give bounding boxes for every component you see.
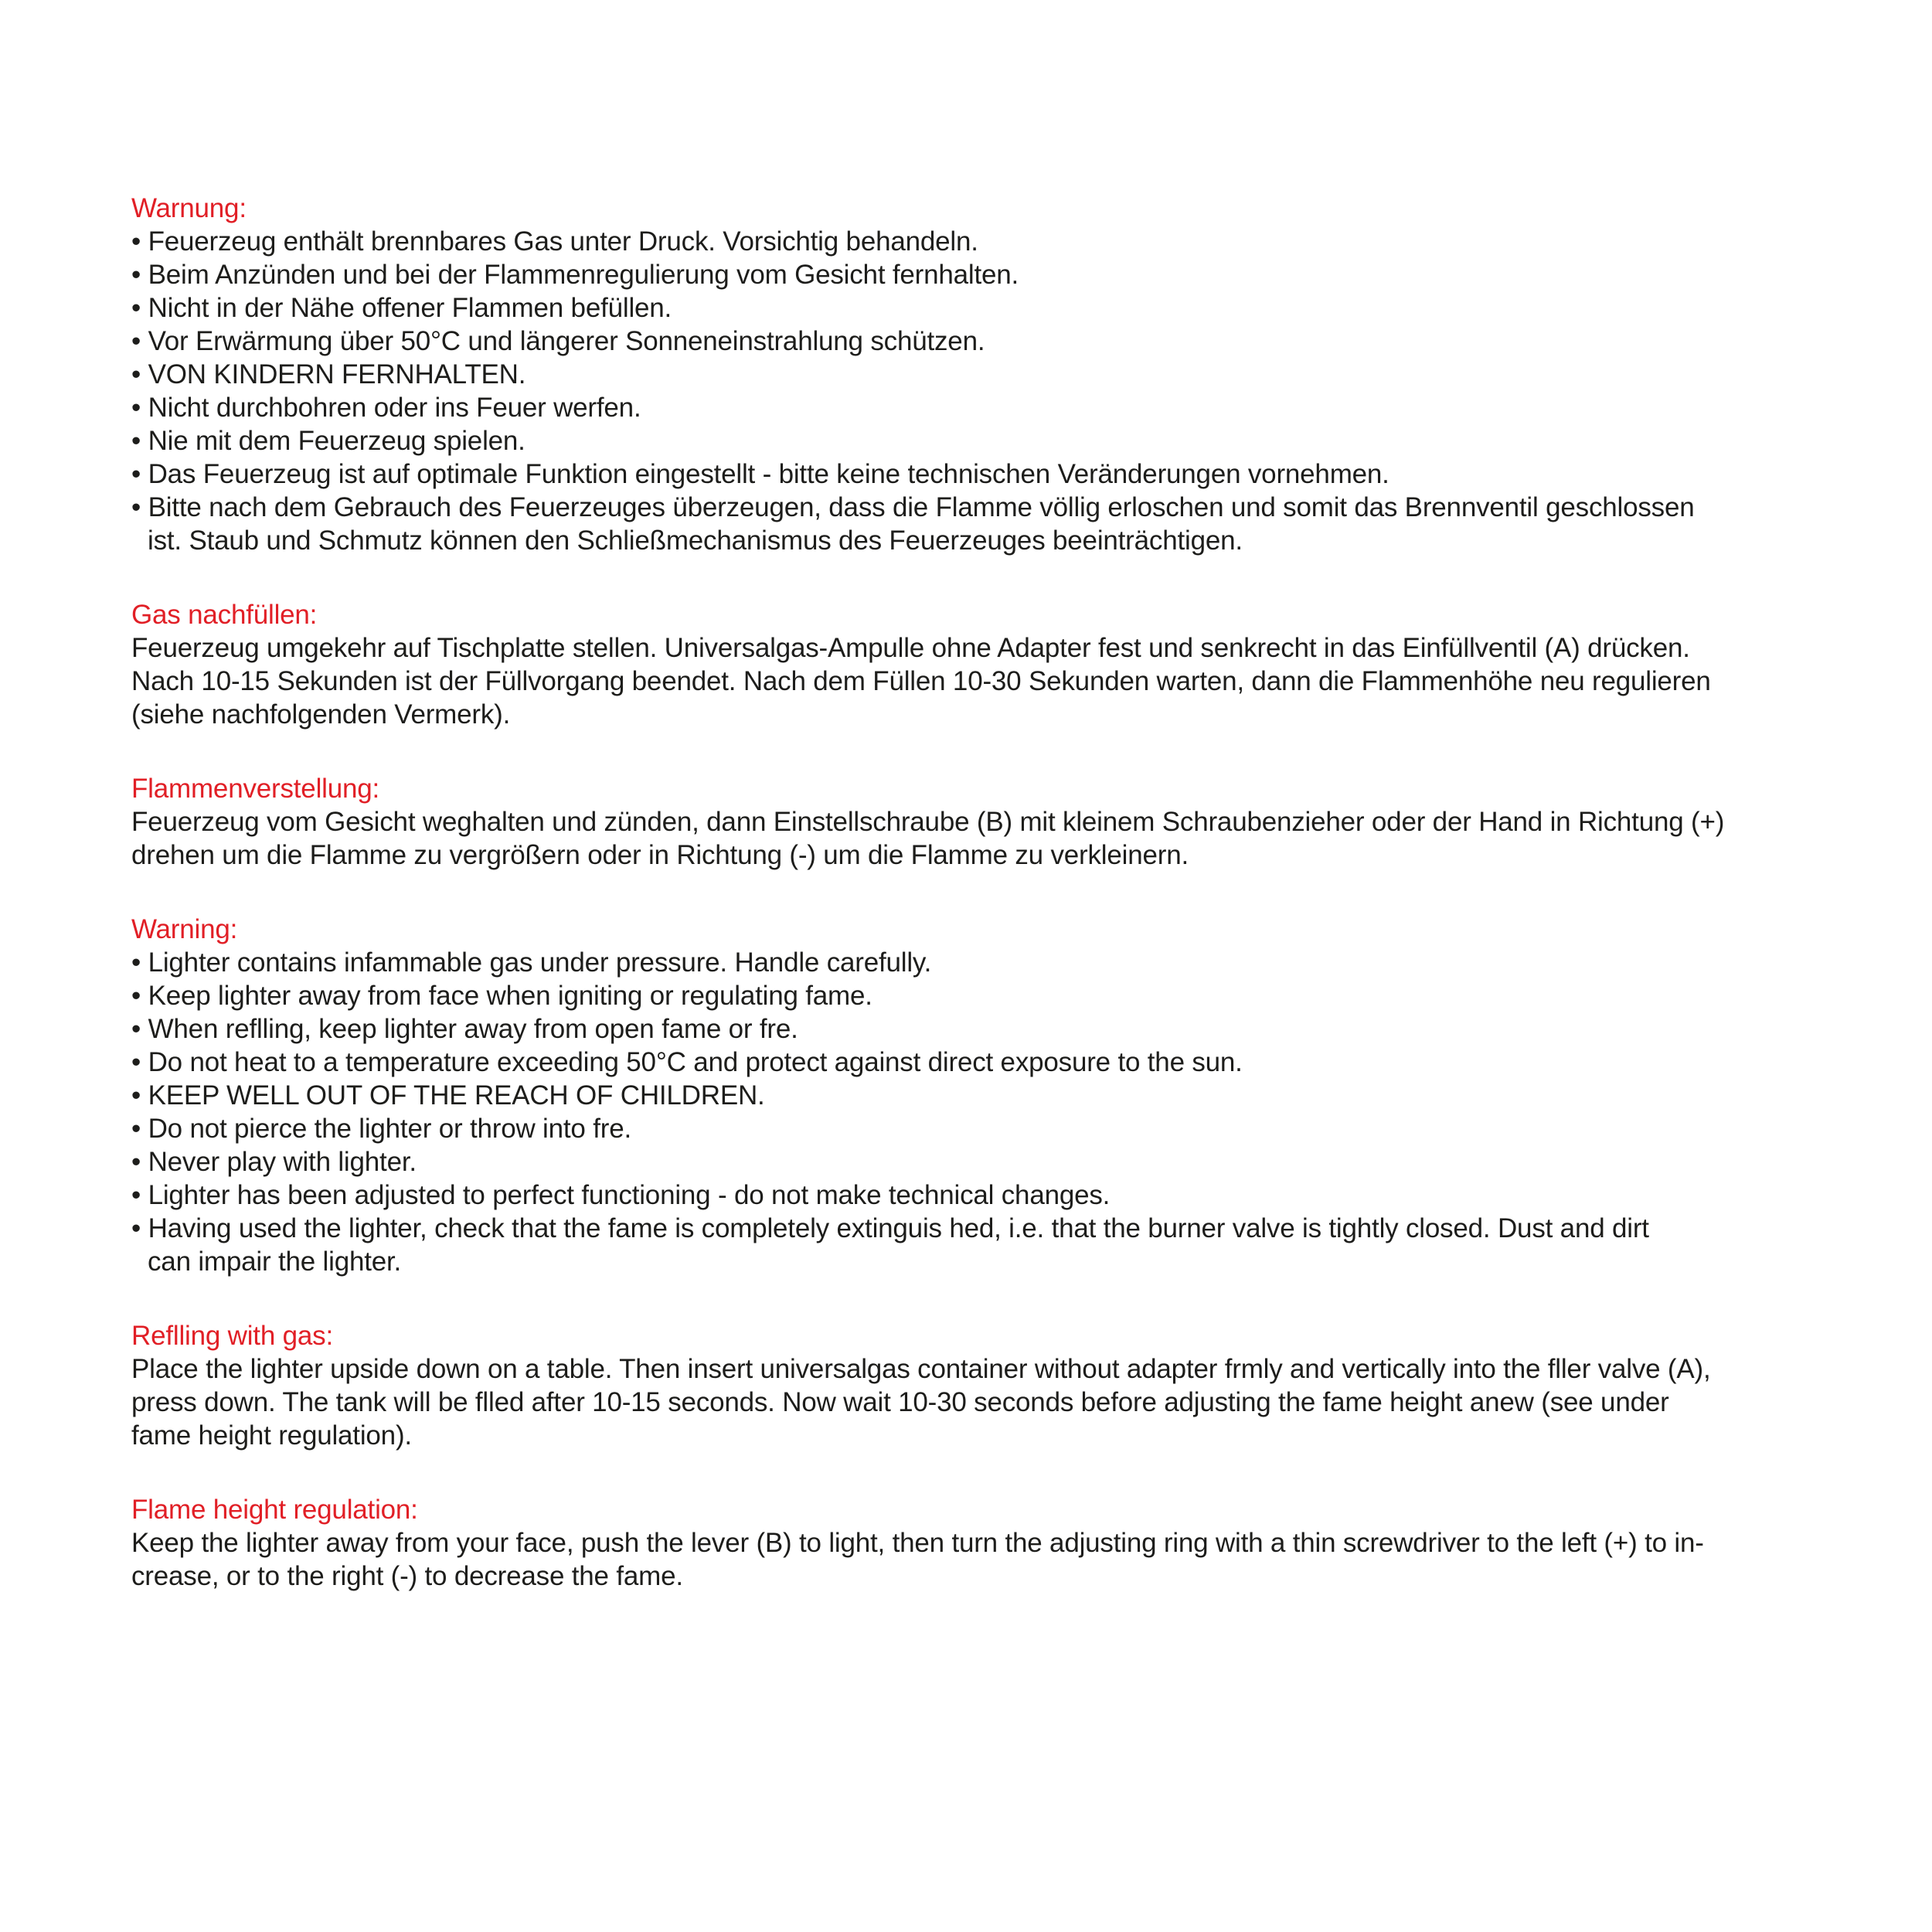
bullet-line: • Feuerzeug enthält brennbares Gas unter Druck. Vorsichtig behandeln. [131, 226, 978, 257]
section-body-refilling-with-gas [131, 1352, 1839, 1452]
bullet-line: • Bitte nach dem Gebrauch des Feuerzeuges überzeugen, dass die Flamme völlig erloschen und somit das Brennventil geschlossen [131, 492, 1695, 522]
text-line: Place the lighter upside down on a table. Then insert universalgas container without adapter frmly and vertically into the fller valve (A), [131, 1354, 1711, 1384]
text-line: fame height regulation). [131, 1420, 412, 1451]
section-warnung-de [131, 192, 1839, 557]
bullet-line: • KEEP WELL OUT OF THE REACH OF CHILDREN. [131, 1080, 765, 1111]
text-line: Keep the lighter away from your face, push the lever (B) to light, then turn the adjusting ring with a thin screwdriver to the left (+) to in- [131, 1528, 1704, 1558]
section-heading-flame-height-regulation: Flame height regulation: [131, 1495, 418, 1525]
text-line: Nach 10-15 Sekunden ist der Füllvorgang beendet. Nach dem Füllen 10-30 Sekunden warten, dann die Flammenhöhe neu regulieren [131, 666, 1711, 696]
section-heading-refilling-with-gas: Reflling with gas: [131, 1321, 333, 1351]
section-body-flammenverstellung [131, 805, 1839, 872]
text-line: press down. The tank will be flled after 10-15 seconds. Now wait 10-30 seconds before adjusting the fame height anew (see under [131, 1387, 1669, 1417]
bullet-line: • Lighter has been adjusted to perfect functioning - do not make technical changes. [131, 1180, 1111, 1210]
bullet-line: • Vor Erwärmung über 50°C und längerer Sonneneinstrahlung schützen. [131, 326, 985, 356]
text-line: Feuerzeug umgekehr auf Tischplatte stellen. Universalgas-Ampulle ohne Adapter fest und senkrecht in das Einfüllventil (A) drücken. [131, 633, 1690, 663]
section-body-flame-height-regulation [131, 1526, 1839, 1593]
section-gas-nachfuellen [131, 598, 1839, 731]
section-flame-height-regulation [131, 1493, 1839, 1593]
bullet-line: • Lighter contains infammable gas under pressure. Handle carefully. [131, 947, 932, 978]
text-line: (siehe nachfolgenden Vermerk). [131, 699, 511, 730]
bullet-line: • Having used the lighter, check that the fame is completely extinguis hed, i.e. that the burner valve is tightly closed. Dust and dirt [131, 1213, 1649, 1243]
section-body-gas-nachfuellen [131, 631, 1839, 731]
section-body-warning-en [131, 946, 1839, 1278]
bullet-line: • Do not pierce the lighter or throw into fre. [131, 1114, 631, 1144]
text-line: can impair the lighter. [148, 1247, 402, 1277]
section-heading-warnung-de: Warnung: [131, 193, 247, 223]
text-line: crease, or to the right (-) to decrease the fame. [131, 1561, 683, 1591]
bullet-line: • Beim Anzünden und bei der Flammenregulierung vom Gesicht fernhalten. [131, 260, 1019, 290]
instruction-text [131, 192, 1839, 1593]
bullet-line: • Nicht durchbohren oder ins Feuer werfen. [131, 393, 641, 423]
section-heading-flammenverstellung: Flammenverstellung: [131, 774, 380, 804]
section-heading-gas-nachfuellen: Gas nachfüllen: [131, 600, 318, 630]
section-refilling-with-gas [131, 1319, 1839, 1452]
section-body-warnung-de [131, 225, 1839, 557]
bullet-line: • When reflling, keep lighter away from open fame or fre. [131, 1014, 798, 1044]
bullet-line: • Never play with lighter. [131, 1147, 417, 1177]
bullet-line: • Nicht in der Nähe offener Flammen befüllen. [131, 293, 672, 323]
bullet-line: • Do not heat to a temperature exceeding 50°C and protect against direct exposure to the sun. [131, 1047, 1243, 1077]
bullet-line: • Nie mit dem Feuerzeug spielen. [131, 426, 526, 456]
section-heading-warning-en: Warning: [131, 914, 238, 944]
bullet-line: • Das Feuerzeug ist auf optimale Funktion eingestellt - bitte keine technischen Veränderungen vornehmen. [131, 459, 1389, 489]
text-line: drehen um die Flamme zu vergrößern oder in Richtung (-) um die Flamme zu verkleinern. [131, 840, 1189, 870]
section-flammenverstellung [131, 772, 1839, 872]
text-line: ist. Staub und Schmutz können den Schließmechanismus des Feuerzeuges beeinträchtigen. [148, 526, 1243, 556]
text-line: Feuerzeug vom Gesicht weghalten und zünden, dann Einstellschraube (B) mit kleinem Schraubenzieher oder der Hand in Richtung (+) [131, 807, 1725, 837]
bullet-line: • VON KINDERN FERNHALTEN. [131, 359, 526, 389]
bullet-line: • Keep lighter away from face when igniting or regulating fame. [131, 981, 872, 1011]
section-warning-en [131, 913, 1839, 1278]
